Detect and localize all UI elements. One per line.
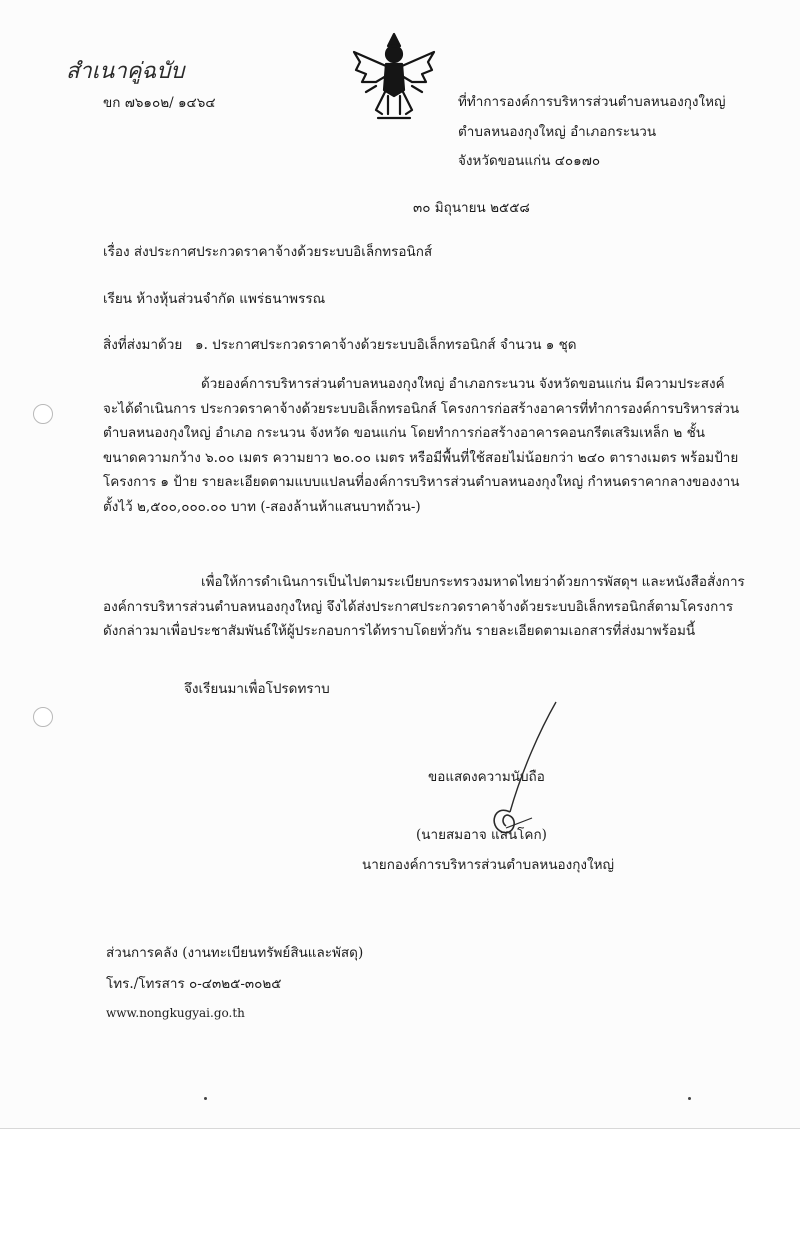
scan-speck bbox=[688, 1097, 691, 1100]
footer-department: ส่วนการคลัง (งานทะเบียนทรัพย์สินและพัสดุ) bbox=[106, 945, 364, 961]
sender-address-line-3: จังหวัดขอนแก่น ๔๐๑๗๐ bbox=[458, 153, 601, 169]
footer-website: www.nongkugyai.go.th bbox=[106, 1006, 245, 1020]
paragraph-line: องค์การบริหารส่วนตำบลหนองกุงใหญ่ จึงได้ส่งประกาศประกวดราคาจ้างด้วยระบบอิเล็กทรอนิกส์ตามโครงการ bbox=[103, 598, 734, 615]
paragraph-line: ตำบลหนองกุงใหญ่ อำเภอ กระนวน จังหวัด ขอนแก่น โดยทำการก่อสร้างอาคารคอนกรีตเสริมเหล็ก ๒ ชั้น bbox=[103, 425, 705, 441]
recipient-line: เรียน ห้างหุ้นส่วนจำกัด แพร่ธนาพรรณ bbox=[103, 291, 326, 307]
paragraph-line: เพื่อให้การดำเนินการเป็นไปตามระเบียบกระทรวงมหาดไทยว่าด้วยการพัสดุฯ และหนังสือสั่งการ bbox=[201, 574, 745, 590]
sender-address-line-1: ที่ทำการองค์การบริหารส่วนตำบลหนองกุงใหญ่ bbox=[458, 94, 726, 110]
signature-icon bbox=[470, 700, 560, 840]
body-paragraph-2 bbox=[103, 570, 745, 644]
paragraph-line: ด้วยองค์การบริหารส่วนตำบลหนองกุงใหญ่ อำเภอกระนวน จังหวัดขอนแก่น มีความประสงค์ bbox=[201, 376, 725, 392]
paragraph-line: ดังกล่าวมาเพื่อประชาสัมพันธ์ให้ผู้ประกอบการได้ทราบโดยทั่วกัน รายละเอียดตามเอกสารที่ส่งมาพร้อมนี้ bbox=[103, 623, 696, 639]
body-paragraph-1 bbox=[103, 372, 740, 519]
signer-name: (นายสมอาจ แสนโคก) bbox=[416, 827, 547, 843]
enclosure-item: ๑. ประกาศประกวดราคาจ้างด้วยระบบอิเล็กทรอนิกส์ จำนวน ๑ ชุด bbox=[195, 337, 577, 353]
letter-date: ๓๐ มิถุนายน ๒๕๕๘ bbox=[413, 200, 530, 216]
reference-number: ขก ๗๖๑๐๒/ ๑๔๖๔ bbox=[103, 95, 216, 111]
punch-hole-top bbox=[33, 404, 53, 424]
scan-speck bbox=[204, 1097, 207, 1100]
salutation: ขอแสดงความนับถือ bbox=[428, 769, 545, 785]
punch-hole-bottom bbox=[33, 707, 53, 727]
paragraph-line: จะได้ดำเนินการ ประกวดราคาจ้างด้วยระบบอิเล็กทรอนิกส์ โครงการก่อสร้างอาคารที่ทำการองค์การบริหารส่วน bbox=[103, 400, 740, 417]
closing-request: จึงเรียนมาเพื่อโปรดทราบ bbox=[184, 681, 330, 697]
sender-address-line-2: ตำบลหนองกุงใหญ่ อำเภอกระนวน bbox=[458, 124, 657, 140]
footer-phone: โทร./โทรสาร ๐-๔๓๒๕-๓๐๒๕ bbox=[106, 976, 282, 992]
paragraph-line: โครงการ ๑ ป้าย รายละเอียดตามแบบแปลนที่องค์การบริหารส่วนตำบลหนองกุงใหญ่ กำหนดราคากลางของงาน bbox=[103, 474, 740, 490]
signer-title: นายกองค์การบริหารส่วนตำบลหนองกุงใหญ่ bbox=[362, 857, 615, 873]
garuda-emblem-icon bbox=[352, 30, 436, 122]
enclosure-label: สิ่งที่ส่งมาด้วย bbox=[103, 337, 183, 353]
paragraph-line: ตั้งไว้ ๒,๕๐๐,๐๐๐.๐๐ บาท (-สองล้านห้าแสนบาทถ้วน-) bbox=[103, 498, 421, 515]
copy-stamp: สำเนาคู่ฉบับ bbox=[66, 59, 185, 84]
subject-line: เรื่อง ส่งประกาศประกวดราคาจ้างด้วยระบบอิเล็กทรอนิกส์ bbox=[103, 244, 433, 260]
paragraph-line: ขนาดความกว้าง ๖.๐๐ เมตร ความยาว ๒๐.๐๐ เมตร หรือมีพื้นที่ใช้สอยไม่น้อยกว่า ๒๔๐ ตารางเมตร พร้อมป้าย bbox=[103, 449, 739, 466]
